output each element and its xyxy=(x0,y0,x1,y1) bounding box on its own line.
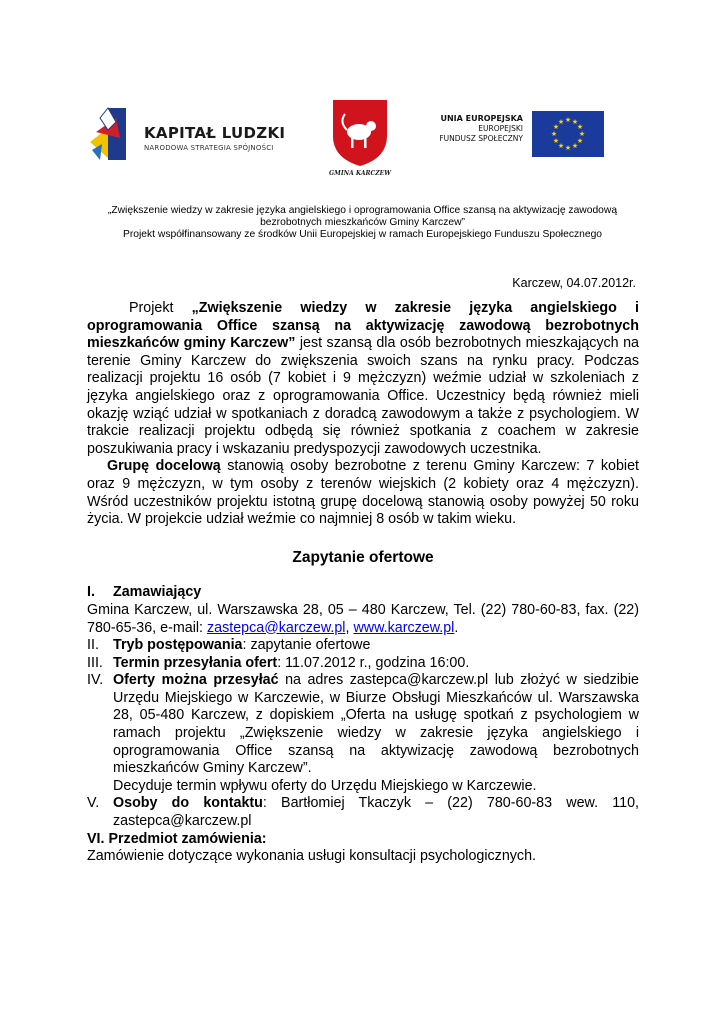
svg-text:★: ★ xyxy=(550,130,558,138)
intro-prefix: Projekt xyxy=(129,300,192,316)
section-tryb xyxy=(87,637,639,655)
svg-text:★: ★ xyxy=(571,118,579,126)
target-group-label: Grupę docelową xyxy=(107,458,221,475)
section-1-text: Gmina Karczew, ul. Warszawska 28, 05 – 480 Karczew, Tel. (22) 780-60-83, fax. (22) 780-65-36, e-mail: zastepca@karczew.pl, www.karczew.pl. xyxy=(87,601,639,636)
section-4-text-2: Decyduje termin wpływu oferty do Urzędu Miejskiego w Karczewie. xyxy=(113,777,537,794)
gmina-caption: GMINA KARCZEW xyxy=(329,170,391,177)
intro-paragraph-1 xyxy=(87,300,639,458)
section-6-text: Zamówienie dotyczące wykonania usługi konsultacji psychologicznych. xyxy=(87,848,536,865)
section-oferty xyxy=(87,672,639,795)
section-6-title: VI. Przedmiot zamówienia: xyxy=(87,830,267,847)
eu-line2: EUROPEJSKI xyxy=(478,124,523,133)
section-1-number: I. xyxy=(87,584,95,601)
page-title: Zapytanie ofertowe xyxy=(292,548,434,566)
intro-description: jest szansą dla osób bezrobotnych mieszkających na terenie Gminy Karczew do zwiększenia swoich szans na rynku pracy. Podczas realizacji projektu 16 osób (7 kobiet i 9 mężczyzn) weźmie udział w szkoleniach z języka angielskiego oraz z oprogramowania Office. Uczestnicy będą również mieli okazję wziąć udział w spotkaniach z doradcą zawodowym a także z psychologiem. W trakcie realizacji projektu odbędą się również spotkania z coachem w zakresie poszukiwania pracy i wskazaniu predyspozycji zawodowych uczestnika. xyxy=(87,335,639,457)
kapital-ludzki-subtitle: NARODOWA STRATEGIA SPÓJNOŚCI xyxy=(144,144,274,152)
document-body xyxy=(87,300,639,866)
intro-project-title: „Zwiększenie wiedzy w zakresie języka angielskiego i oprogramowania Office szansą na aktywizację zawodową bezrobotnych mieszkańców gminy Karczew” xyxy=(87,300,640,352)
header-line3: Projekt współfinansowany ze środków Unii Europejskiej w ramach Europejskiego Funduszu Społecznego xyxy=(122,229,603,240)
kapital-ludzki-title: KAPITAŁ LUDZKI xyxy=(144,124,286,142)
section-4-label: Oferty można przesyłać xyxy=(113,672,279,689)
eu-logo-text xyxy=(429,114,523,144)
svg-text:★: ★ xyxy=(552,123,560,131)
eu-line3: FUNDUSZ SPOŁECZNY xyxy=(439,134,523,143)
svg-text:★: ★ xyxy=(578,130,586,138)
svg-text:★: ★ xyxy=(564,116,572,124)
crest-icon xyxy=(329,96,391,168)
eu-flag-icon xyxy=(532,111,604,157)
section-3-number: III. xyxy=(87,654,103,671)
svg-text:★: ★ xyxy=(564,144,572,152)
section-1-title: Zamawiający xyxy=(113,584,202,601)
svg-text:★: ★ xyxy=(576,137,584,145)
section-4-number: IV. xyxy=(87,672,104,689)
eu-line1: UNIA EUROPEJSKA xyxy=(440,114,523,123)
section-2-label: Tryb postępowania xyxy=(113,637,243,654)
section-5-text: : Bartłomiej Tkaczyk – (22) 780-60-83 wew. 110, zastepca@karczew.pl xyxy=(113,795,639,830)
website-link[interactable]: www.karczew.pl xyxy=(353,619,455,636)
header-line2: bezrobotnych mieszkańców Gminy Karczew” xyxy=(260,217,465,228)
section-termin xyxy=(87,655,639,673)
section-2-number: II. xyxy=(87,637,99,654)
kapital-ludzki-emblem-icon xyxy=(86,102,142,170)
kapital-ludzki-logo xyxy=(86,102,286,170)
section-2-text: : zapytanie ofertowe xyxy=(242,637,371,654)
intro-paragraph-2 xyxy=(87,458,639,528)
logo-bar xyxy=(86,96,616,186)
section-5-number: V. xyxy=(87,795,100,812)
svg-text:★: ★ xyxy=(557,142,565,150)
svg-text:★: ★ xyxy=(576,123,584,131)
header-line1: „Zwiększenie wiedzy w zakresie języka angielskiego i oprogramowania Office szansą na aktywizację zawodową xyxy=(107,205,618,216)
gmina-karczew-crest xyxy=(329,96,389,184)
svg-text:★: ★ xyxy=(552,137,560,145)
section-3-text: : 11.07.2012 r., godzina 16:00. xyxy=(277,654,470,671)
section-5-label: Osoby do kontaktu xyxy=(113,795,263,812)
target-group-text: stanowią osoby bezrobotne z terenu Gminy Karczew: 7 kobiet oraz 9 mężczyzn, w tym osoby z terenów wiejskich (2 kobiety oraz 4 mężczyzn). Wśród uczestników projektu istotną grupę docelową stanowią osoby powyżej 50 roku życia. W projekcie udział weźmie co najmniej 8 osób w takim wieku. xyxy=(87,458,639,528)
svg-text:★: ★ xyxy=(571,142,579,150)
document-date: Karczew, 04.07.2012r. xyxy=(512,276,636,290)
section-4-text: na adres zastepca@karczew.pl lub złożyć w siedzibie Urzędu Miejskiego w Karczewie, w Biurze Obsługi Mieszkańców ul. Warszawska 28, 05-480 Karczew, z dopiskiem „Oferta na usługę spotkań z psychologiem w ramach projektu „Zwiększenie wiedzy w zakresie języka angielskiego i oprogramowania Office szansą na aktywizację zawodową bezrobotnych mieszkańców Gminy Karczew”. xyxy=(113,672,639,777)
eu-flag xyxy=(532,111,604,157)
project-header xyxy=(60,205,665,241)
section-3-label: Termin przesyłania ofert xyxy=(113,654,278,671)
email-link[interactable]: zastepca@karczew.pl xyxy=(207,619,346,636)
svg-text:★: ★ xyxy=(557,118,565,126)
section-zamawiajacy xyxy=(87,584,639,637)
section-kontakt xyxy=(87,795,639,830)
